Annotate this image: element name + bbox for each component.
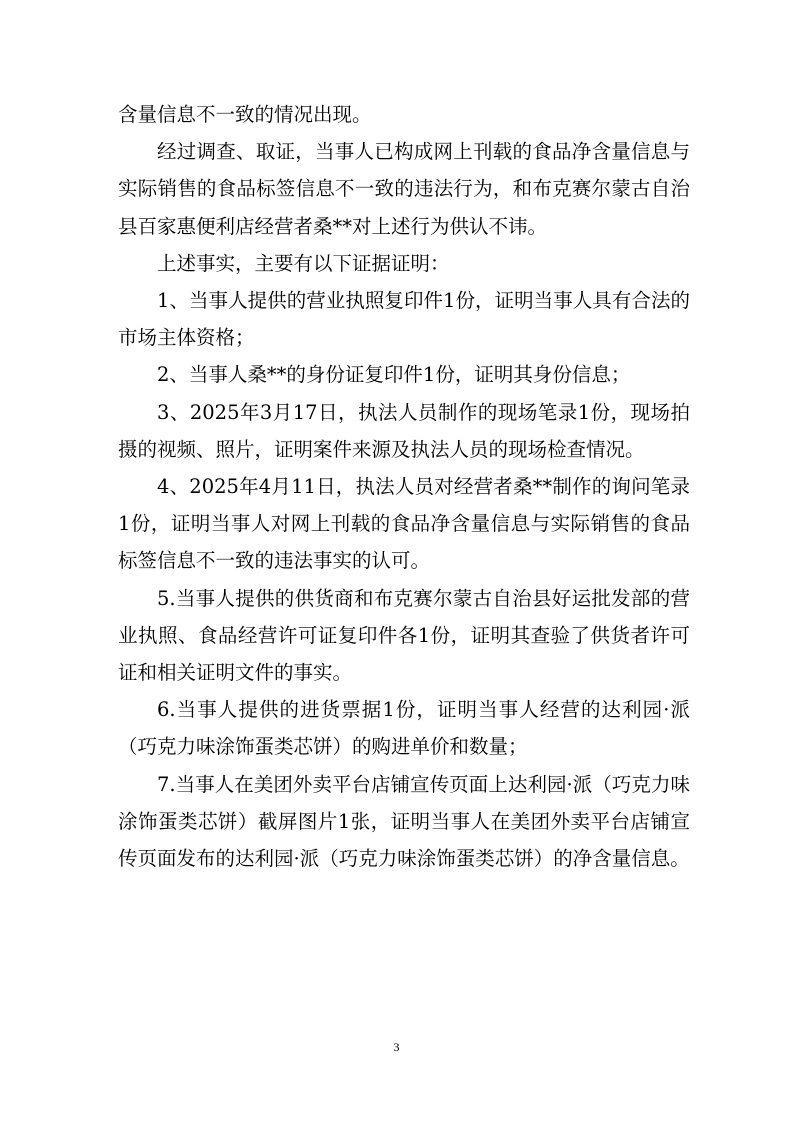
paragraph-evidence-3: 3、2025年3月17日，执法人员制作的现场笔录1份，现场拍摄的视频、照片，证明案件来源及执法人员的现场检查情况。 [118, 400, 690, 461]
page-number: 3 [393, 1040, 400, 1054]
paragraph-evidence-4: 4、2025年4月11日，执法人员对经营者桑**制作的询问笔录1份，证明当事人对网上刊载的食品净含量信息与实际销售的食品标签信息不一致的违法事实的认可。 [118, 475, 690, 573]
paragraph-continuation: 含量信息不一致的情况出现。 [118, 103, 372, 126]
paragraph-evidence-7: 7.当事人在美团外卖平台店铺宣传页面上达利园·派（巧克力味涂饰蛋类芯饼）截屏图片1张，证明当事人在美团外卖平台店铺宣传页面发布的达利园·派（巧克力味涂饰蛋类芯饼）的净含量信息。 [118, 772, 690, 871]
paragraph-evidence-5: 5.当事人提供的供货商和布克赛尔蒙古自治县好运批发部的营业执照、食品经营许可证复印件各1份，证明其查验了供货者许可证和相关证明文件的事实。 [118, 586, 690, 685]
paragraph-evidence-2: 2、当事人桑**的身份证复印件1份，证明其身份信息； [157, 363, 631, 387]
paragraph-investigation-result: 经过调查、取证，当事人已构成网上刊载的食品净含量信息与实际销售的食品标签信息不一致的违法行为，和布克赛尔蒙古自治县百家惠便利店经营者桑**对上述行为供认不讳。 [118, 140, 690, 238]
paragraph-evidence-intro: 上述事实，主要有以下证据证明： [157, 251, 450, 275]
paragraph-evidence-6: 6.当事人提供的进货票据1份，证明当事人经营的达利园·派（巧克力味涂饰蛋类芯饼）的购进单价和数量； [118, 698, 690, 759]
document-body [118, 96, 690, 877]
paragraph-evidence-1: 1、当事人提供的营业执照复印件1份，证明当事人具有合法的市场主体资格； [118, 289, 690, 350]
